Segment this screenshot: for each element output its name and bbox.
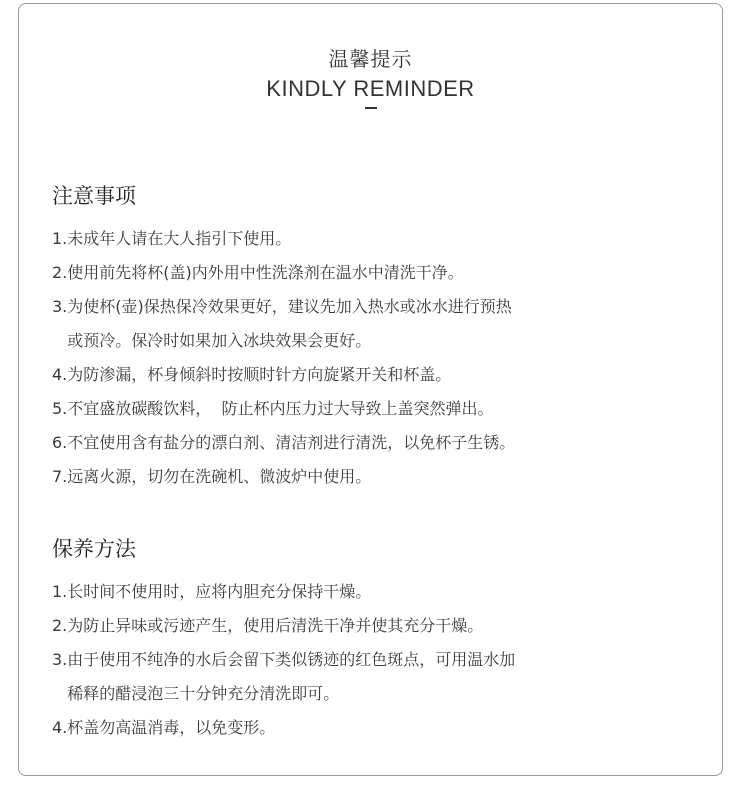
title-chinese: 温馨提示 (328, 47, 413, 71)
title-divider (365, 107, 377, 109)
notes-item: 6.不宜使用含有盐分的漂白剂、清洁剂进行清洗，以免杯子生锈。 (52, 433, 516, 452)
care-item: 4.杯盖勿高温消毒，以免变形。 (52, 718, 276, 737)
notes-item: 1.未成年人请在大人指引下使用。 (52, 229, 292, 248)
care-item: 2.为防止异味或污迹产生，使用后清洗干净并使其充分干燥。 (52, 616, 484, 635)
notes-item: 或预冷。保冷时如果加入冰块效果会更好。 (52, 331, 372, 350)
care-title: 保养方法 (52, 537, 136, 561)
care-item: 3.由于使用不纯净的水后会留下类似锈迹的红色斑点，可用温水加 (52, 650, 516, 669)
notes-item: 3.为使杯(壶)保热保冷效果更好，建议先加入热水或冰水进行预热 (52, 297, 512, 316)
notes-item: 5.不宜盛放碳酸饮料， 防止杯内压力过大导致上盖突然弹出。 (52, 399, 494, 418)
notes-section (52, 180, 730, 494)
title-english: KINDLY REMINDER (266, 76, 475, 101)
notes-item: 4.为防渗漏，杯身倾斜时按顺时针方向旋紧开关和杯盖。 (52, 365, 452, 384)
care-item: 稀释的醋浸泡三十分钟充分清洗即可。 (52, 684, 340, 703)
notes-item: 7.远离火源，切勿在洗碗机、微波炉中使用。 (52, 467, 372, 486)
header (19, 46, 722, 109)
notes-title: 注意事项 (52, 184, 136, 208)
care-section (52, 533, 730, 745)
notes-item: 2.使用前先将杯(盖)内外用中性洗涤剂在温水中清洗干净。 (52, 263, 464, 282)
care-item: 1.长时间不使用时，应将内胆充分保持干燥。 (52, 582, 372, 601)
